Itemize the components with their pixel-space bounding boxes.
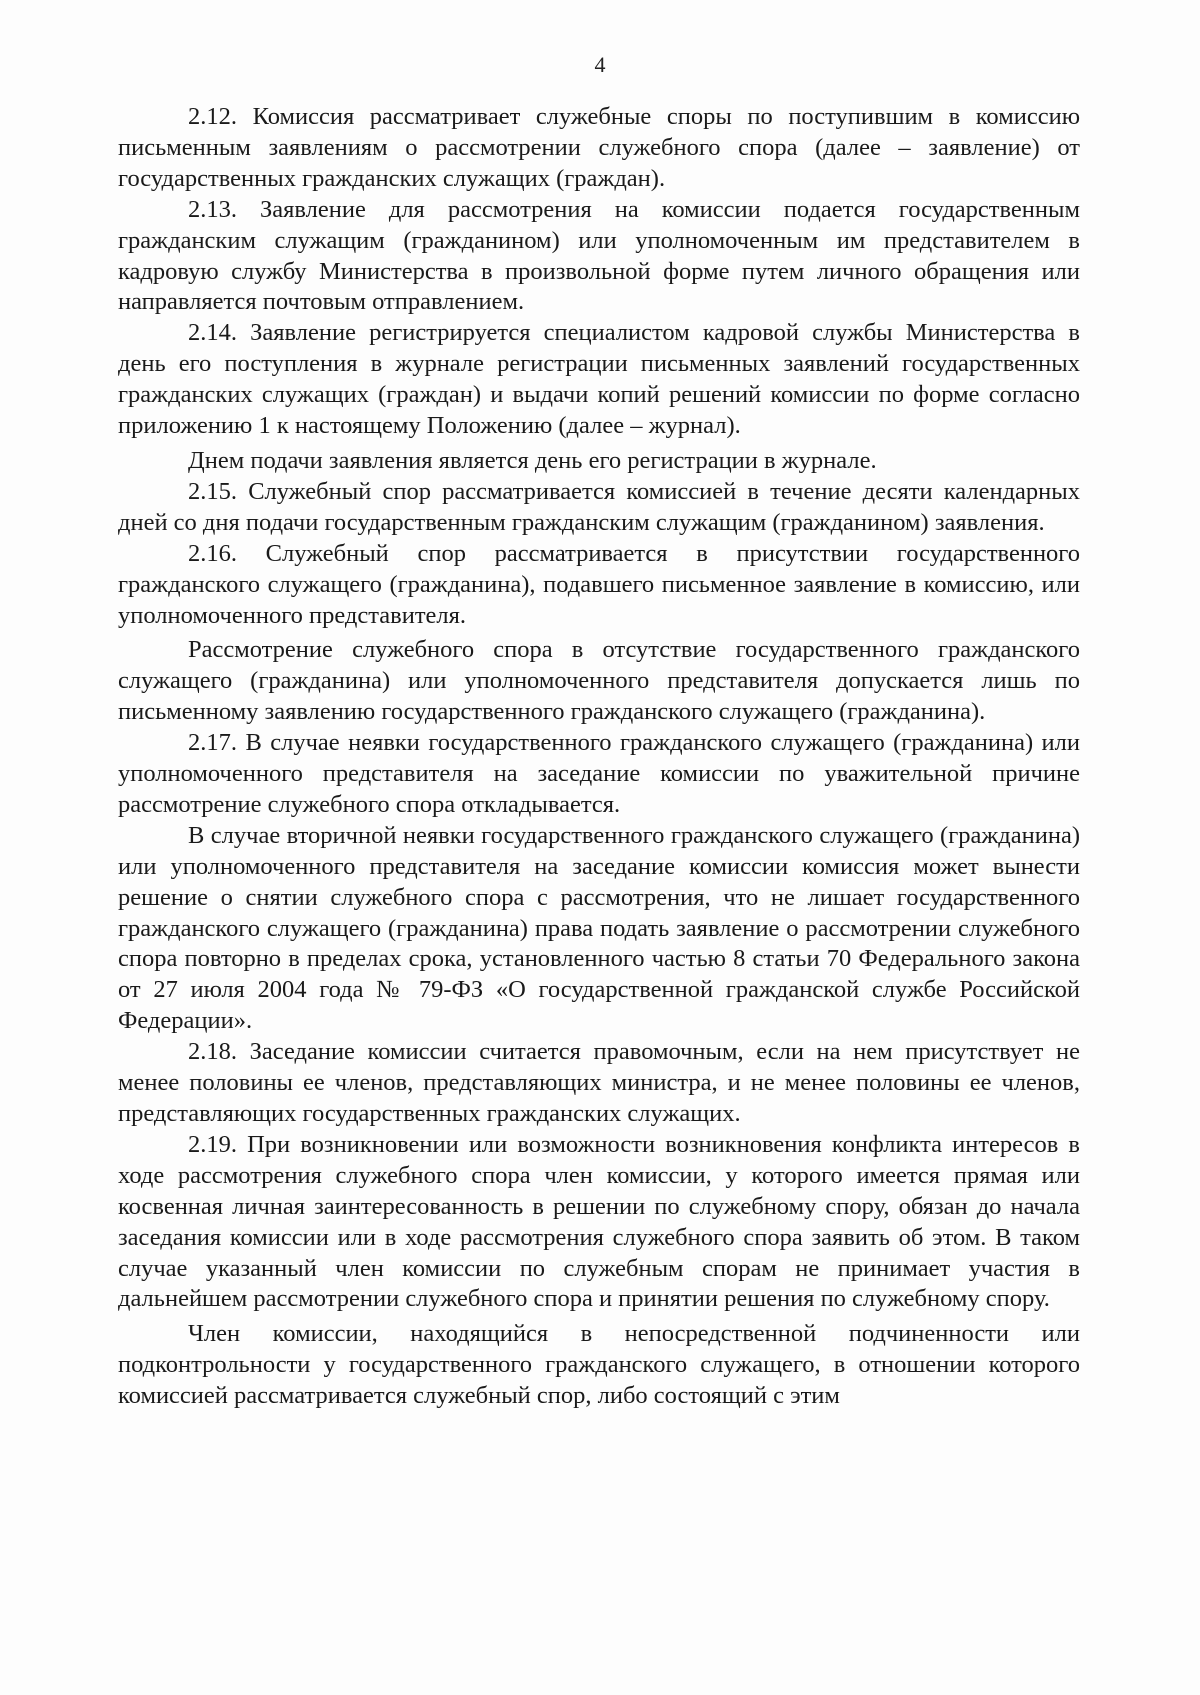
paragraph-filing-day: Днем подачи заявления является день его регистрации в журнале. — [188, 446, 877, 474]
document-body — [118, 102, 1080, 1412]
paragraph-2-18: 2.18. Заседание комиссии считается правомочным, если на нем присутствует не менее половины ее членов, представляющих министра, и не менее половины ее членов, представляющих государственных гражданских служащих. — [118, 1038, 1080, 1127]
paragraph-subordinate-member: Член комиссии, находящийся в непосредственной подчиненности или подконтрольности у государственного гражданского служащего, в отношении которого комиссией рассматривается служебный спор, либо состоящий с этим — [118, 1320, 1080, 1410]
page-number: 4 — [594, 52, 606, 77]
paragraph-2-14: 2.14. Заявление регистрируется специалистом кадровой службы Министерства в день его поступления в журнале регистрации письменных заявлений государственных гражданских служащих (граждан) и выдачи копий решений комиссии по форме согласно приложению 1 к настоящему Положению (далее – журнал). — [118, 319, 1080, 440]
paragraph-2-19: 2.19. При возникновении или возможности возникновения конфликта интересов в ходе рассмотрения служебного спора член комиссии, у которого имеется прямая или косвенная личная заинтересованность в решении по служебному спору, обязан до начала заседания комиссии или в ходе рассмотрения служебного спора заявить об этом. В таком случае указанный член комиссии по служебным спорам не принимает участия в дальнейшем рассмотрении служебного спора и принятии решения по служебному спору. — [118, 1130, 1080, 1313]
paragraph-2-16: 2.16. Служебный спор рассматривается в присутствии государственного гражданского служащего (гражданина), подавшего письменное заявление в комиссию, или уполномоченного представителя. — [118, 539, 1080, 629]
paragraph-second-absence: В случае вторичной неявки государственного гражданского служащего (гражданина) или уполномоченного представителя на заседание комиссии комиссия может вынести решение о снятии служебного спора с рассмотрения, что не лишает государственного гражданского служащего (гражданина) права подать заявление о рассмотрении служебного спора повторно в пределах срока, установленного частью 8 статьи 70 Федерального закона от 27 июля 2004 года № 79-ФЗ «О государственной гражданской службе Российской Федерации». — [118, 821, 1080, 1035]
paragraph-2-12: 2.12. Комиссия рассматривает служебные споры по поступившим в комиссию письменным заявлениям о рассмотрении служебного спора (далее – заявление) от государственных гражданских служащих (граждан). — [118, 103, 1080, 192]
paragraph-2-15: 2.15. Служебный спор рассматривается комиссией в течение десяти календарных дней со дня подачи государственным гражданским служащим (гражданином) заявления. — [118, 477, 1080, 536]
paragraph-2-13: 2.13. Заявление для рассмотрения на комиссии подается государственным гражданским служащим (гражданином) или уполномоченным им представителем в кадровую службу Министерства в произвольной форме путем личного обращения или направляется почтовым отправлением. — [118, 195, 1080, 316]
paragraph-2-17: 2.17. В случае неявки государственного гражданского служащего (гражданина) или уполномоченного представителя на заседание комиссии по уважительной причине рассмотрение служебного спора откладывается. — [118, 729, 1080, 818]
paragraph-absence-review: Рассмотрение служебного спора в отсутствие государственного гражданского служащего (гражданина) или уполномоченного представителя допускается лишь по письменному заявлению государственного гражданского служащего (гражданина). — [118, 636, 1080, 726]
